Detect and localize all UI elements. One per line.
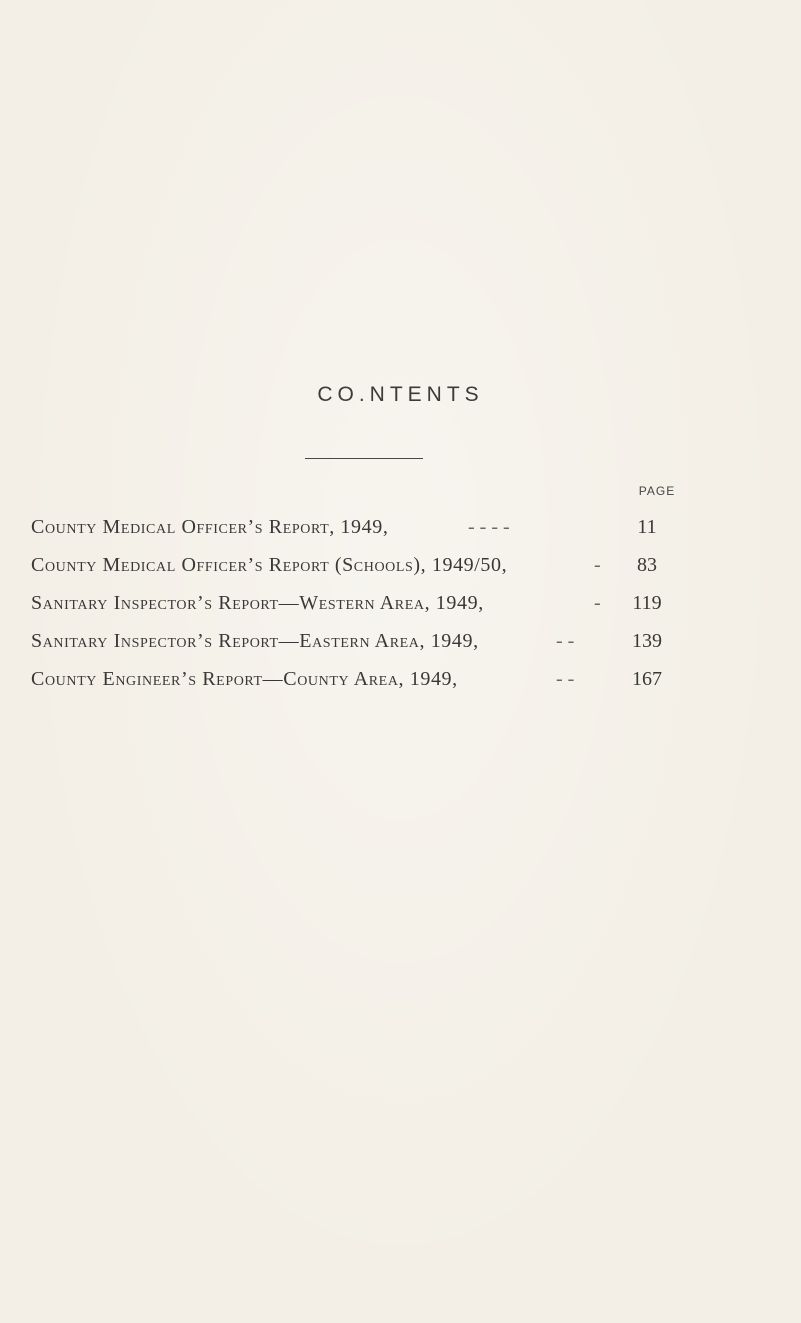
contents-entry [0, 626, 801, 664]
entry-leader: - - [556, 630, 575, 652]
entry-page-number: 167 [632, 668, 662, 690]
entry-title: County Medical Officer’s Report (Schools), 1949/50, [31, 554, 508, 576]
entry-title: Sanitary Inspector’s Report—Eastern Area, 1949, [31, 630, 479, 652]
entry-leader: - - [556, 668, 575, 690]
entry-title: County Engineer’s Report—County Area, 1949, [31, 668, 458, 690]
contents-list [0, 512, 801, 702]
entry-title: Sanitary Inspector’s Report—Western Area, 1949, [31, 592, 484, 614]
entry-page-number: 11 [637, 516, 657, 538]
contents-heading: CO.NTENTS [317, 383, 484, 406]
contents-entry [0, 588, 801, 626]
contents-entry [0, 550, 801, 588]
contents-entry [0, 664, 801, 702]
entry-leader: - [594, 592, 601, 614]
entry-page-number: 139 [632, 630, 662, 652]
entry-page-number: 119 [632, 592, 662, 614]
entry-leader: - - - - [468, 516, 510, 538]
contents-entry [0, 512, 801, 550]
entry-leader: - [594, 554, 601, 576]
entry-title: County Medical Officer’s Report, 1949, [31, 516, 389, 538]
page-column-heading: PAGE [638, 484, 676, 498]
heading-rule [305, 458, 423, 459]
entry-page-number: 83 [637, 554, 657, 576]
